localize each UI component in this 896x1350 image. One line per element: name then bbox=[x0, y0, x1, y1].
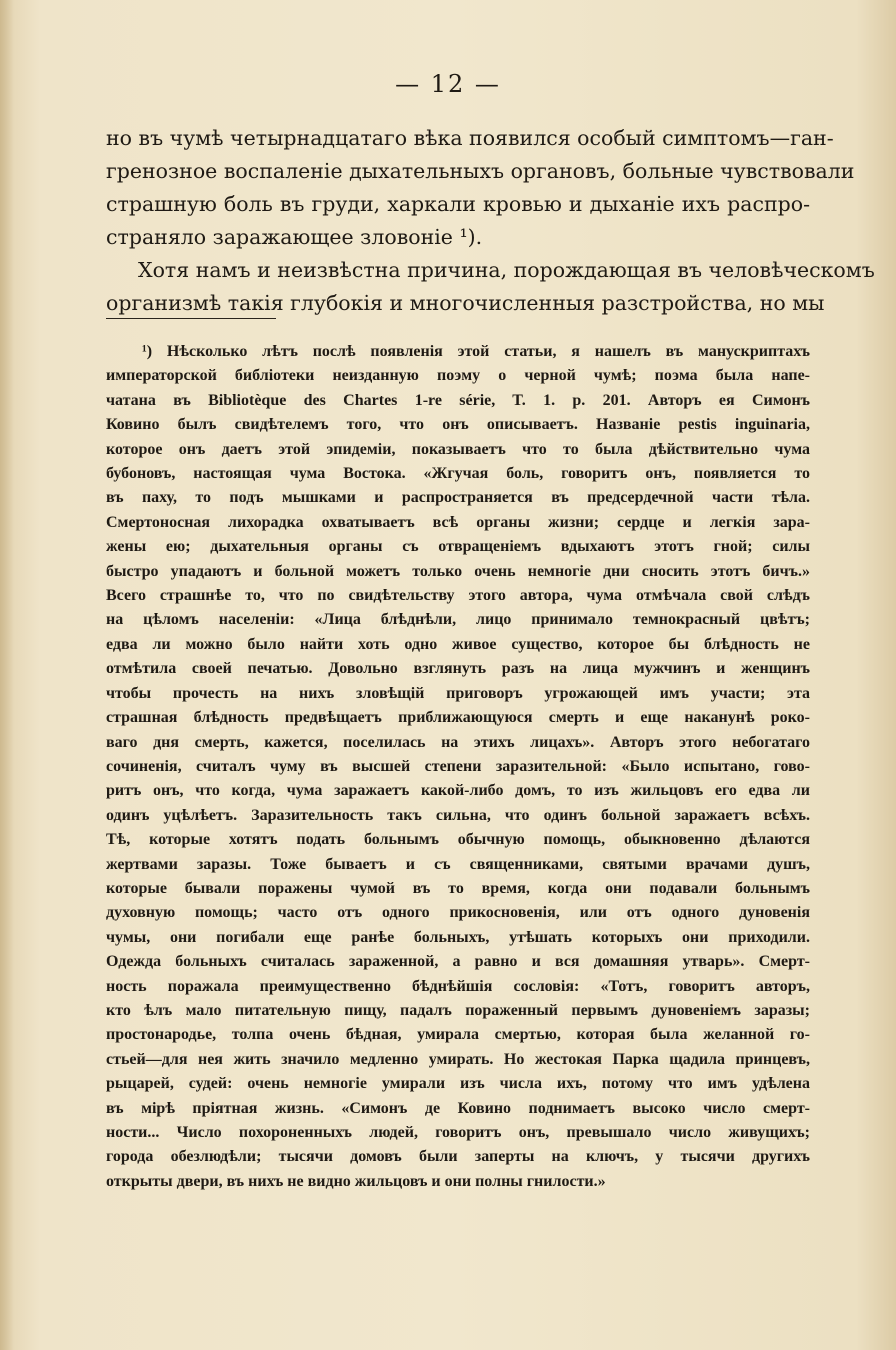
body-line: но въ чумѣ четырнадцатаго вѣка появился особый симптомъ—ган- bbox=[106, 126, 834, 150]
body-line: страшную боль въ груди, харкали кровью и дыханіе ихъ распро- bbox=[106, 192, 810, 216]
footnote-line: быстро упадаютъ и больной можетъ только очень немногіе дни сносить этотъ бичъ.» bbox=[106, 562, 810, 580]
footnote-line: кто ѣлъ мало питательную пищу, падалъ пораженный первымъ дуновеніемъ заразы; bbox=[106, 1001, 810, 1019]
footnote-line: жены ею; дыхательныя органы съ отвращеніемъ вдыхаютъ этотъ гной; силы bbox=[106, 538, 810, 556]
footnote-line: стьей—для нея жить значило медленно умирать. Но жестокая Парка щадила принцевъ, bbox=[106, 1050, 810, 1068]
footnote-line: Одежда больныхъ считалась зараженной, а равно и вся домашняя утварь». Смерт- bbox=[106, 953, 810, 971]
footnote-line: чумы, они погибали еще ранѣе больныхъ, утѣшать которыхъ они приходили. bbox=[106, 928, 810, 946]
footnote-line: едва ли можно было найти хоть одно живое существо, которое бы блѣдность не bbox=[106, 635, 810, 653]
footnote-line: въ мірѣ пріятная жизнь. «Симонъ де Ковино поднимаетъ высоко число смерт- bbox=[106, 1099, 810, 1117]
footnote-line: ность поражала преимущественно бѣднѣйшія сословія: «Тотъ, говоритъ авторъ, bbox=[106, 977, 810, 995]
footnote-line: страшная блѣдность предвѣщаетъ приближающуюся смерть и еще наканунѣ роко- bbox=[106, 709, 810, 727]
footnote-line: открыты двери, въ нихъ не видно жильцовъ и они полны гнилости.» bbox=[106, 1172, 606, 1190]
page-number: — 12 — bbox=[395, 70, 501, 98]
page-edge-shadow bbox=[0, 0, 14, 1350]
footnote-line: которые бывали поражены чумой въ то время, когда они подавали больнымъ bbox=[106, 879, 810, 897]
footnote-line: Смертоносная лихорадка охватываетъ всѣ органы жизни; сердце и легкія зара- bbox=[106, 513, 810, 531]
footnote-line: чтобы прочесть на нихъ зловѣщій приговоръ угрожающей имъ участи; эта bbox=[106, 684, 810, 702]
footnote-line: города обезлюдѣли; тысячи домовъ были заперты на ключъ, у тысячи другихъ bbox=[106, 1148, 810, 1166]
footnote-line: ваго дня смерть, кажется, поселилась на этихъ лицахъ». Авторъ этого небогатаго bbox=[106, 733, 810, 751]
footnote-line: въ паху, то подъ мышками и распространяется въ предсердечной части тѣла. bbox=[106, 489, 810, 507]
footnote-text bbox=[106, 340, 810, 1194]
body-line: страняло заражающее зловоніе ¹). bbox=[106, 225, 483, 249]
footnote-line: чатана въ Bibliotèque des Chartes 1-re série, T. 1. p. 201. Авторъ ея Симонъ bbox=[106, 391, 810, 409]
footnote-separator bbox=[106, 318, 276, 319]
footnote-line: бубоновъ, настоящая чума Востока. «Жгучая боль, говоритъ онъ, появляется то bbox=[106, 465, 810, 483]
footnote-line: Ковино былъ свидѣтелемъ того, что онъ описываетъ. Названіе pestis inguinaria, bbox=[106, 416, 810, 434]
body-line: гренозное воспаленіе дыхательныхъ органовъ, больные чувствовали bbox=[106, 159, 855, 183]
footnote-line: одинъ уцѣлѣетъ. Заразительность такъ сильна, что одинъ больной заражаетъ всѣхъ. bbox=[106, 806, 810, 824]
footnote-line: императорской библіотеки неизданную поэму о черной чумѣ; поэма была напе- bbox=[106, 367, 810, 385]
footnote-line: ¹) Нѣсколько лѣтъ послѣ появленія этой статьи, я нашелъ въ манускриптахъ bbox=[142, 343, 810, 360]
footnote-line: ности... Число похороненныхъ людей, говоритъ онъ, превышало число живущихъ; bbox=[106, 1124, 810, 1141]
body-line: организмѣ такія глубокія и многочисленныя разстройства, но мы bbox=[106, 291, 825, 315]
footnote-line: которое онъ даетъ этой эпидеміи, показываетъ что то была дѣйствительно чума bbox=[106, 440, 810, 458]
footnote-line: духовную помощь; часто отъ одного прикосновенія, или отъ одного дуновенія bbox=[106, 904, 810, 922]
footnote-line: жертвами заразы. Тоже бываетъ и съ священниками, святыми врачами душъ, bbox=[106, 855, 810, 873]
footnote-line: на цѣломъ населеніи: «Лица блѣднѣли, лицо принимало темнокрасный цвѣтъ; bbox=[106, 611, 810, 629]
footnote-line: простонародье, толпа очень бѣдная, умирала смертью, которая была желанной го- bbox=[106, 1026, 810, 1044]
body-line: Хотя намъ и неизвѣстна причина, порождающая въ человѣческомъ bbox=[138, 258, 875, 282]
footnote-line: ритъ онъ, что когда, чума заражаетъ какой-либо домъ, то изъ жильцовъ его едва ли bbox=[106, 782, 810, 800]
footnote-line: сочиненія, считалъ чуму въ высшей степени заразительной: «Было испытано, гово- bbox=[106, 757, 810, 775]
footnote-line: рыцарей, судей: очень немногіе умирали изъ числа ихъ, потому что имъ удѣлена bbox=[106, 1075, 810, 1093]
footnote-line: Всего страшнѣе то, что по свидѣтельству этого автора, чума отмѣчала свой слѣдъ bbox=[106, 587, 810, 605]
footnote-line: отмѣтила своей печатью. Довольно взглянуть разъ на лица мужчинъ и женщинъ bbox=[106, 660, 810, 678]
footnote-line: Тѣ, которые хотятъ подать больнымъ обычную помощь, обыкновенно дѣлаются bbox=[106, 831, 810, 849]
main-body-text bbox=[106, 122, 875, 320]
